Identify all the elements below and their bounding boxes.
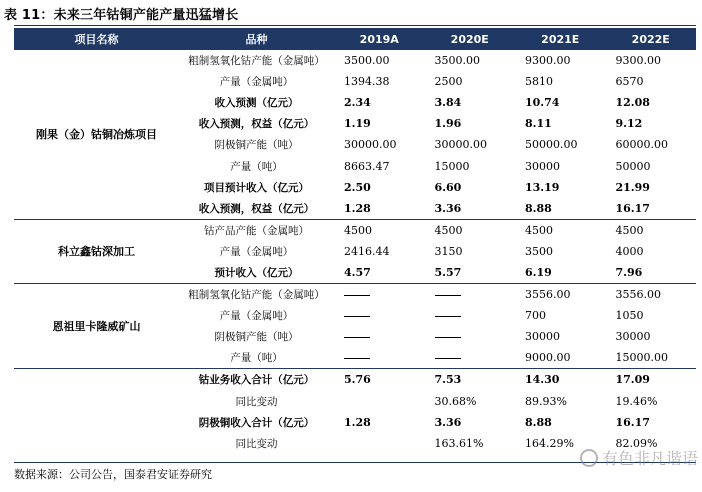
watermark-logo-icon [580,449,598,467]
item-label-cell: 产量（金属吨） [219,76,294,89]
item-label-cell: 产量（金属吨） [219,310,294,323]
value-cell: 30000 [525,330,560,344]
value-cell [334,284,425,306]
value-cell: 30000.00 [434,138,487,152]
table-body [14,50,696,454]
item-label-cell: 产量（吨） [230,352,283,365]
value-cell: 3500.00 [344,54,390,68]
header-item: 品种 [179,28,334,50]
project-name-cell: 恩祖里卡隆威矿山 [14,284,179,369]
value-cell: 5810 [525,75,553,89]
table-row [14,219,696,241]
table-header-row [14,28,696,50]
value-cell: 1.28 [344,201,371,215]
dash-mark [435,295,461,296]
total-row [14,391,696,412]
value-cell: 4500 [515,219,606,241]
header-2020e: 2020E [425,28,516,50]
watermark-text: 有色非凡谐语 [602,449,699,468]
total-value-cell [334,391,425,412]
value-cell: 2.50 [344,180,371,194]
dash-mark [344,337,370,338]
value-cell: 60000.00 [615,138,668,152]
value-cell: 16.17 [615,201,650,215]
total-row [14,412,696,433]
data-table [14,28,696,454]
total-value-cell: 164.29% [525,436,574,450]
value-cell: 4.57 [344,265,371,279]
value-cell: 50000 [615,159,651,173]
item-label-cell: 粗制氢氧化钴产能（金属吨） [179,284,334,306]
dash-mark [344,358,370,359]
total-label-cell: 钴业务收入合计（亿元） [179,369,334,391]
item-label-cell: 项目预计收入（亿元） [204,181,309,194]
dash-mark [435,316,461,317]
total-value-cell: 163.61% [434,436,484,450]
value-cell: 10.74 [525,96,560,110]
value-cell: 3500.00 [434,54,480,68]
value-cell [334,347,425,369]
total-value-cell: 89.93% [525,394,567,408]
value-cell: 4500 [606,219,697,241]
item-label-cell: 产量（金属吨） [219,245,294,258]
value-cell: 1.19 [344,117,371,131]
value-cell: 3.84 [434,96,462,110]
title-divider [14,25,696,26]
item-label-cell: 钴产品产能（金属吨） [179,219,334,241]
item-label-cell: 阴极铜产能（吨） [214,139,299,152]
value-cell: 5.57 [434,265,462,279]
value-cell: 15000.00 [615,351,668,365]
value-cell: 1050 [615,309,644,323]
value-cell [425,347,516,369]
value-cell: 2500 [434,75,463,89]
total-row [14,369,696,391]
empty-project-cell [14,369,179,391]
value-cell: 8.11 [525,117,552,131]
total-value-cell: 3.36 [434,415,462,429]
dash-mark [435,337,461,338]
project-name-cell: 刚果（金）钴铜冶炼项目 [36,128,157,142]
table-row [14,284,696,306]
value-cell: 30000 [615,330,651,344]
watermark [580,446,698,469]
table-row [14,50,696,71]
value-cell: 9.12 [615,117,643,131]
value-cell: 8663.47 [344,159,390,173]
empty-project-cell [14,412,179,433]
value-cell: 3556.00 [606,284,697,306]
item-label-cell: 预计收入（亿元） [214,266,299,279]
header-project: 项目名称 [14,28,179,50]
empty-project-cell [14,391,179,412]
total-label-cell: 同比变动 [235,437,278,450]
project-name-cell: 科立鑫钴深加工 [14,219,179,283]
value-cell: 9300.00 [525,54,571,68]
total-value-cell: 5.76 [334,369,425,391]
value-cell: 13.19 [525,180,560,194]
value-cell: 4000 [615,244,644,258]
total-label-cell: 同比变动 [235,395,278,408]
dash-mark [344,316,370,317]
value-cell: 1.96 [434,117,462,131]
value-cell: 9000.00 [525,351,571,365]
value-cell: 1394.38 [344,75,390,89]
total-value-cell: 17.09 [606,369,697,391]
value-cell: 2.34 [344,96,371,110]
header-2019a: 2019A [334,28,425,50]
item-label-cell: 产量（吨） [230,160,283,173]
value-cell: 9300.00 [615,54,661,68]
value-cell [334,305,425,326]
empty-project-cell [14,433,179,454]
value-cell: 12.08 [615,96,650,110]
item-label-cell: 收入预测，权益（亿元） [198,118,315,131]
value-cell: 50000.00 [525,138,578,152]
total-value-cell: 30.68% [434,394,477,408]
item-label-cell: 阴极铜产能（吨） [214,331,299,344]
value-cell: 30000.00 [344,138,397,152]
item-label-cell: 收入预测，权益（亿元） [198,202,315,215]
value-cell: 6.60 [434,180,462,194]
value-cell: 3500 [525,244,553,258]
value-cell [425,305,516,326]
table-title: 表 11：未来三年钴铜产能产量迅猛增长 [4,8,239,23]
total-value-cell: 82.09% [615,436,658,450]
value-cell: 3150 [434,244,463,258]
header-2022e: 2022E [606,28,697,50]
value-cell: 3556.00 [515,284,606,306]
value-cell [334,326,425,347]
item-label-cell: 粗制氢氧化钴产能（金属吨） [188,55,325,68]
value-cell: 15000 [434,159,470,173]
total-value-cell: 1.28 [344,415,371,429]
value-cell: 2416.44 [344,244,390,258]
value-cell [425,326,516,347]
total-value-cell [334,433,425,454]
header-2021e: 2021E [515,28,606,50]
value-cell: 7.96 [615,265,643,279]
value-cell [425,284,516,306]
value-cell: 21.99 [615,180,650,194]
value-cell: 4500 [425,219,516,241]
source-note: 数据来源：公司公告，国泰君安证券研究 [14,468,212,481]
dash-mark [344,295,370,296]
value-cell: 3.36 [434,201,462,215]
dash-mark [435,358,461,359]
value-cell: 30000 [525,159,560,173]
value-cell: 6.19 [525,265,552,279]
total-label-cell: 阴极铜收入合计（亿元） [198,416,315,429]
value-cell: 8.88 [525,201,552,215]
value-cell: 4500 [334,219,425,241]
total-value-cell: 14.30 [515,369,606,391]
value-cell: 6570 [615,75,644,89]
total-value-cell: 16.17 [615,415,650,429]
value-cell: 700 [525,309,546,323]
total-value-cell: 8.88 [525,415,552,429]
total-value-cell: 7.53 [425,369,516,391]
total-value-cell: 19.46% [615,394,658,408]
item-label-cell: 收入预测（亿元） [214,97,299,110]
